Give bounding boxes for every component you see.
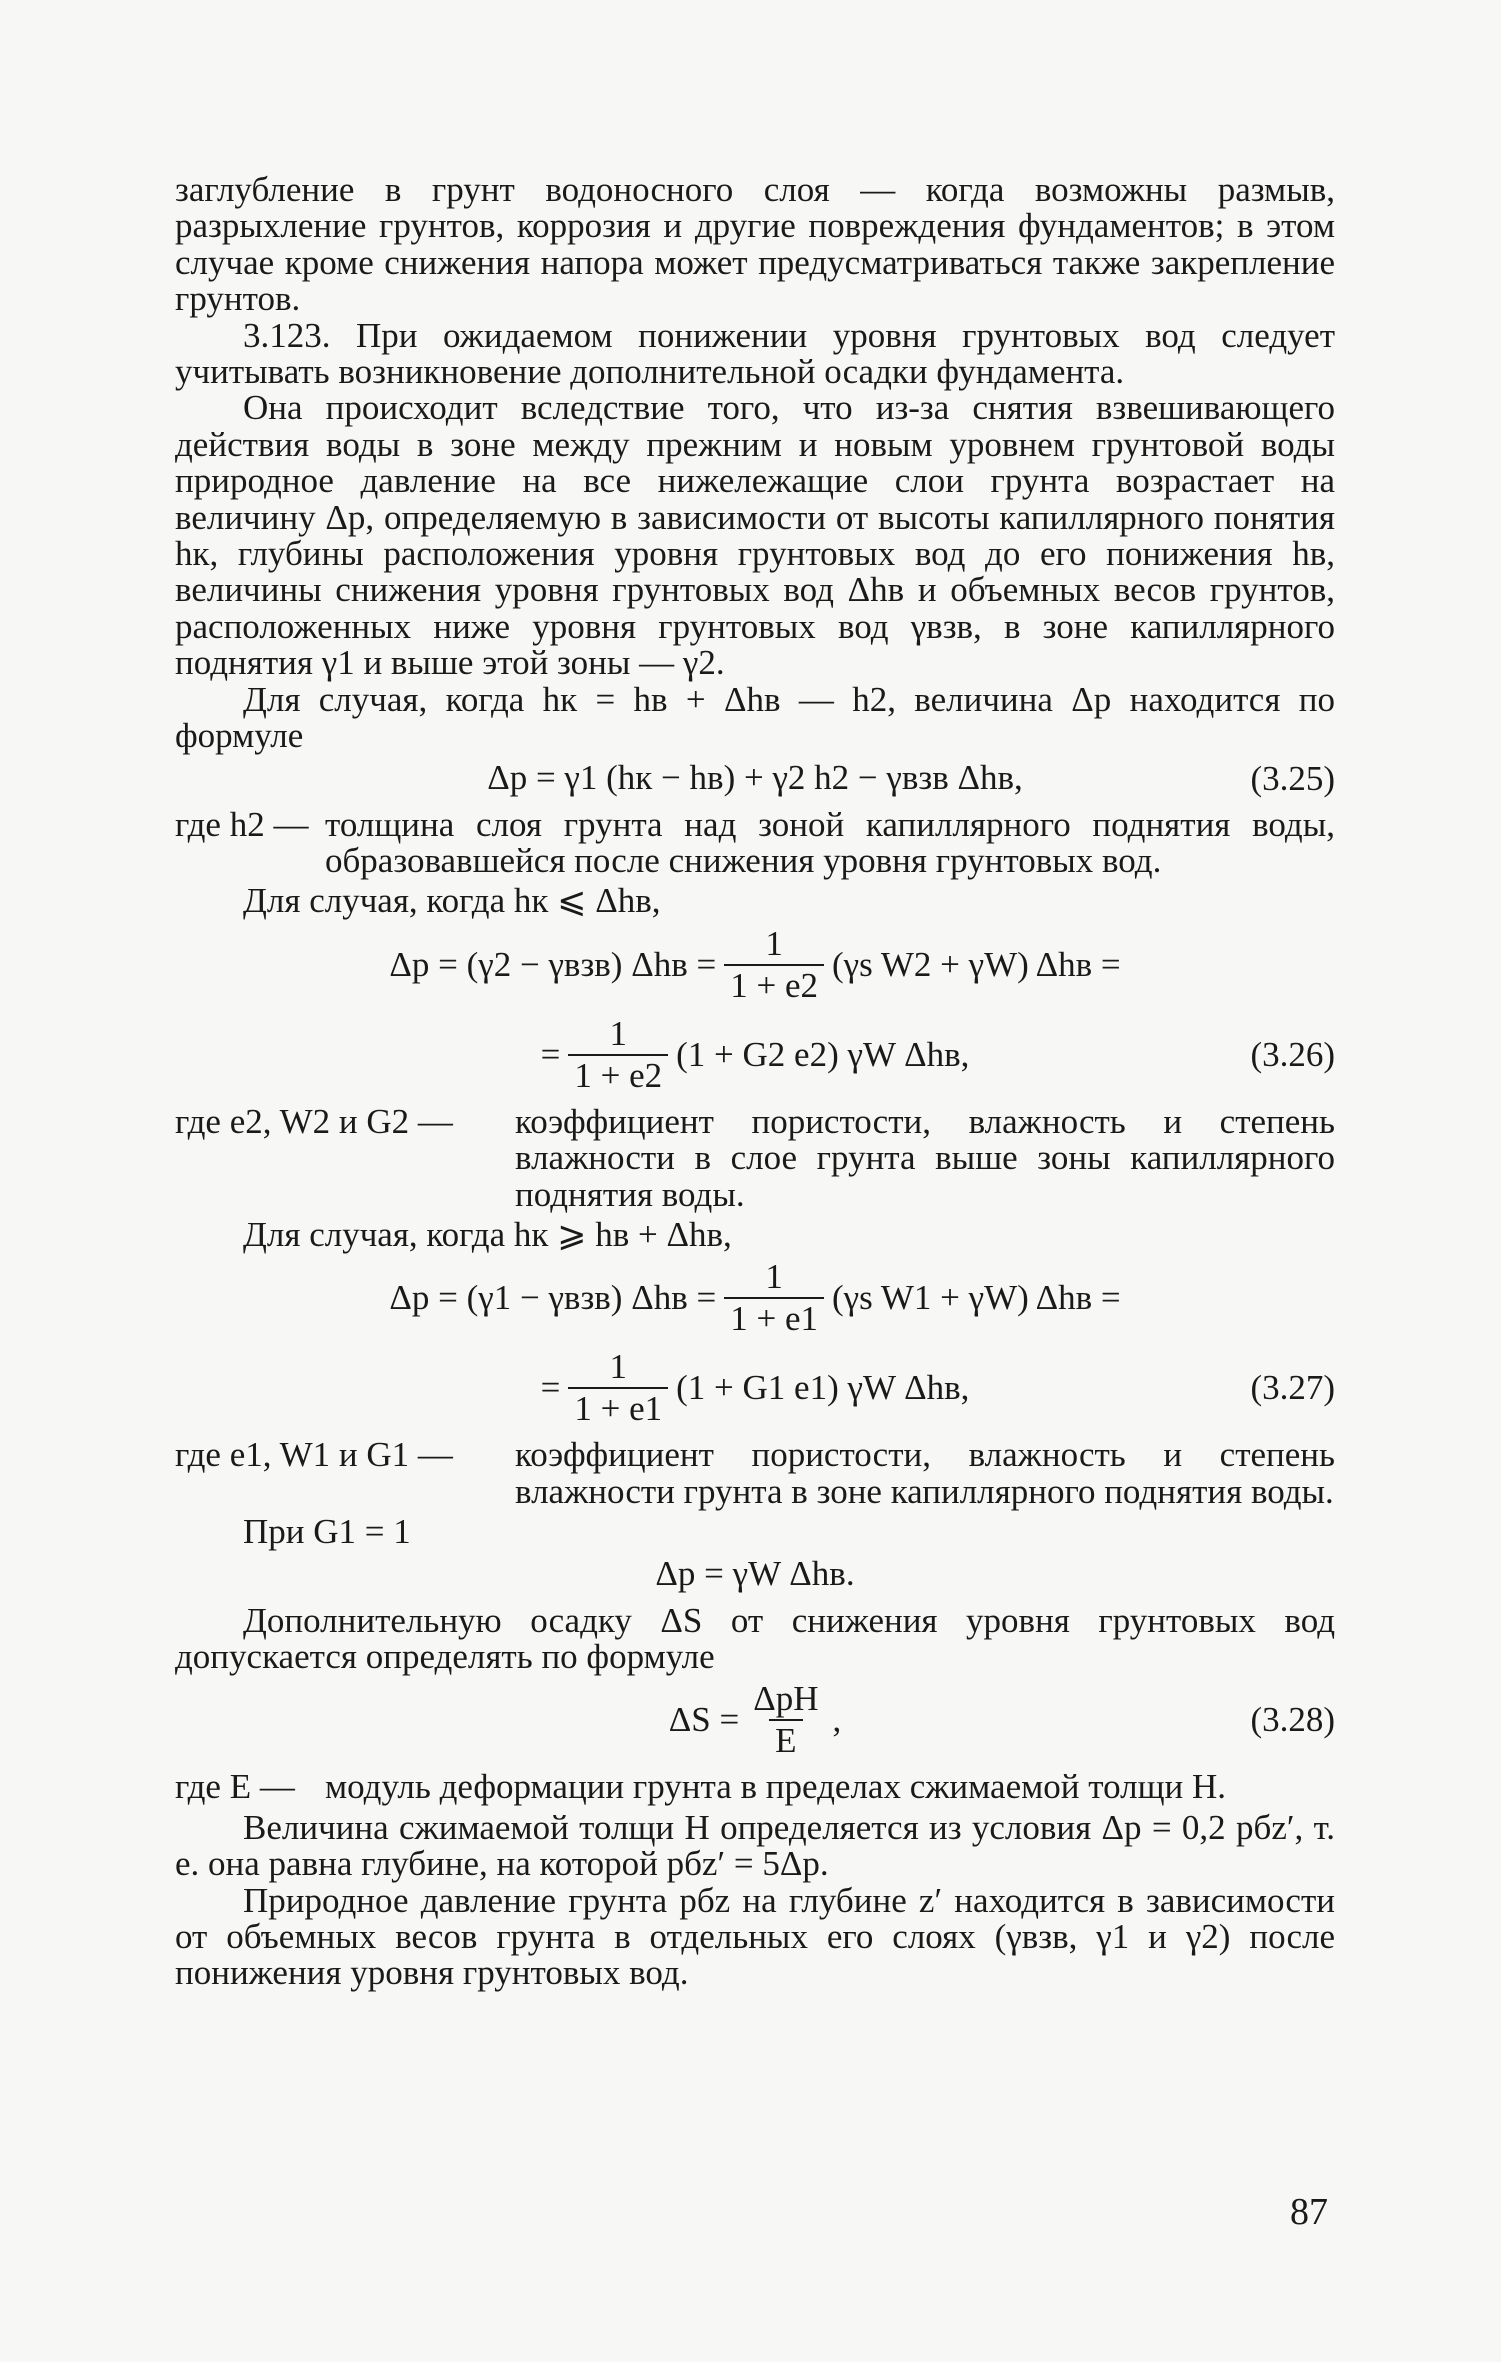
where-h2-body: толщина слоя грунта над зоной капиллярного поднятия воды, образовавшейся после снижения уровня грунтовых вод. — [325, 804, 1335, 880]
where-e1-lead: где e1, W1 и G1 — — [175, 1435, 453, 1475]
formula-3-28-right: , — [832, 1700, 842, 1740]
fraction — [724, 1257, 824, 1339]
formula-3-27-line1 — [175, 1257, 1335, 1339]
formula-3-26-line2 — [175, 1014, 1335, 1096]
formula-3-26b-left: = — [540, 1034, 561, 1074]
formula-3-27b-left: = — [540, 1368, 561, 1408]
formula-3-28-left: ΔS = — [668, 1700, 740, 1740]
page-number: 87 — [1290, 2191, 1328, 2233]
paragraph-additional-settlement: Дополнительную осадку ΔS от снижения уровня грунтовых вод допускается определять по формуле — [175, 1600, 1335, 1676]
equation-number-3-28: (3.28) — [1250, 1700, 1335, 1740]
formula-3-27b-right: (1 + G1 e1) γW Δhв, — [676, 1368, 970, 1408]
formula-3-26b-right: (1 + G2 e2) γW Δhв, — [676, 1034, 970, 1074]
fraction-numerator: 1 — [765, 1257, 783, 1297]
paragraph-intro: заглубление в грунт водоносного слоя — когда возможны размыв, разрыхление грунтов, коррозия и другие повреждения фундаментов; в этом случае кроме снижения напора может предусматриваться также закрепление грунтов. — [175, 170, 1335, 319]
paragraph-compressible-thickness: Величина сжимаемой толщи H определяется из условия Δp = 0,2 pбz′, т. е. она равна глубине, на которой pбz′ = 5Δp. — [175, 1807, 1335, 1884]
where-e2-body: коэффициент пористости, влажность и степень влажности в слое грунта выше зоны капиллярного поднятия воды. — [515, 1101, 1335, 1214]
paragraph-case-1: Для случая, когда hк = hв + Δhв — h2, величина Δp находится по формуле — [175, 679, 1335, 756]
paragraph-natural-pressure: Природное давление грунта pбz на глубине z′ находится в зависимости от объемных весов грунта в отдельных его слоях (γвзв, γ1 и γ2) после понижения уровня грунтовых вод. — [175, 1880, 1335, 1993]
fraction — [747, 1679, 824, 1761]
fraction-denominator: 1 + e1 — [724, 1297, 824, 1339]
where-h2-lead: где h2 — — [175, 804, 309, 844]
formula-g1-body: Δp = γW Δhв. — [655, 1554, 855, 1594]
fraction-denominator: E — [769, 1719, 802, 1761]
formula-3-27-line2 — [175, 1347, 1335, 1429]
where-e2 — [175, 1101, 1335, 1214]
where-E-lead: где E — — [175, 1767, 295, 1807]
paragraph-3-123: 3.123. При ожидаемом понижении уровня грунтовых вод следует учитывать возникновение дополнительной осадки фундамента. — [175, 315, 1335, 392]
fraction-numerator: 1 — [765, 923, 783, 963]
fraction-denominator: 1 + e2 — [724, 964, 824, 1006]
where-E — [175, 1769, 1335, 1805]
fraction-numerator: 1 — [609, 1347, 627, 1387]
formula-g1 — [175, 1555, 1335, 1595]
paragraph-explanation: Она происходит вследствие того, что из-за снятия взвешивающего действия воды в зоне между прежним и новым уровнем грунтовой воды природное давление на все нижележащие слои грунта возрастает на величину Δp, определяемую в зависимости от высоты капиллярного понятия hк, глубины расположения уровня грунтовых вод до его понижения hв, величины снижения уровня грунтовых вод Δhв и объемных весов грунтов, расположенных ниже уровня грунтовых вод γвзв, в зоне капиллярного поднятия γ1 и выше этой зоны — γ2. — [175, 388, 1335, 683]
formula-3-26-line1 — [175, 924, 1335, 1006]
paragraph-g1-case: При G1 = 1 — [243, 1512, 411, 1552]
equation-number-3-25: (3.25) — [1250, 758, 1335, 798]
formula-3-28 — [175, 1679, 1335, 1761]
fraction-numerator: 1 — [609, 1013, 627, 1053]
where-e2-lead: где e2, W2 и G2 — — [175, 1101, 453, 1141]
where-E-body: модуль деформации грунта в пределах сжимаемой толщи H. — [325, 1767, 1227, 1807]
formula-3-25 — [175, 759, 1335, 799]
fraction-numerator: ΔpH — [753, 1679, 819, 1719]
fraction — [724, 924, 824, 1006]
where-h2 — [175, 804, 1335, 880]
where-e1-body: коэффициент пористости, влажность и степень влажности грунта в зоне капиллярного поднятия воды. — [515, 1435, 1335, 1511]
fraction-denominator: 1 + e1 — [568, 1387, 668, 1429]
body-text — [175, 172, 1335, 1992]
fraction-denominator: 1 + e2 — [568, 1054, 668, 1096]
formula-3-27-right: (γs W1 + γW) Δhв = — [832, 1278, 1121, 1318]
fraction — [568, 1014, 668, 1096]
equation-number-3-27: (3.27) — [1250, 1368, 1335, 1408]
fraction — [568, 1347, 668, 1429]
formula-3-25-body: Δp = γ1 (hк − hв) + γ2 h2 − γвзв Δhв, — [487, 758, 1023, 798]
formula-3-27-left: Δp = (γ1 − γвзв) Δhв = — [389, 1278, 717, 1318]
formula-3-26-left: Δp = (γ2 − γвзв) Δhв = — [389, 944, 717, 984]
equation-number-3-26: (3.26) — [1250, 1034, 1335, 1074]
formula-3-26-right: (γs W2 + γW) Δhв = — [832, 944, 1121, 984]
paragraph-case-2: Для случая, когда hк ⩽ Δhв, — [243, 881, 661, 921]
where-e1 — [175, 1437, 1335, 1510]
paragraph-case-3: Для случая, когда hк ⩾ hв + Δhв, — [243, 1214, 732, 1254]
